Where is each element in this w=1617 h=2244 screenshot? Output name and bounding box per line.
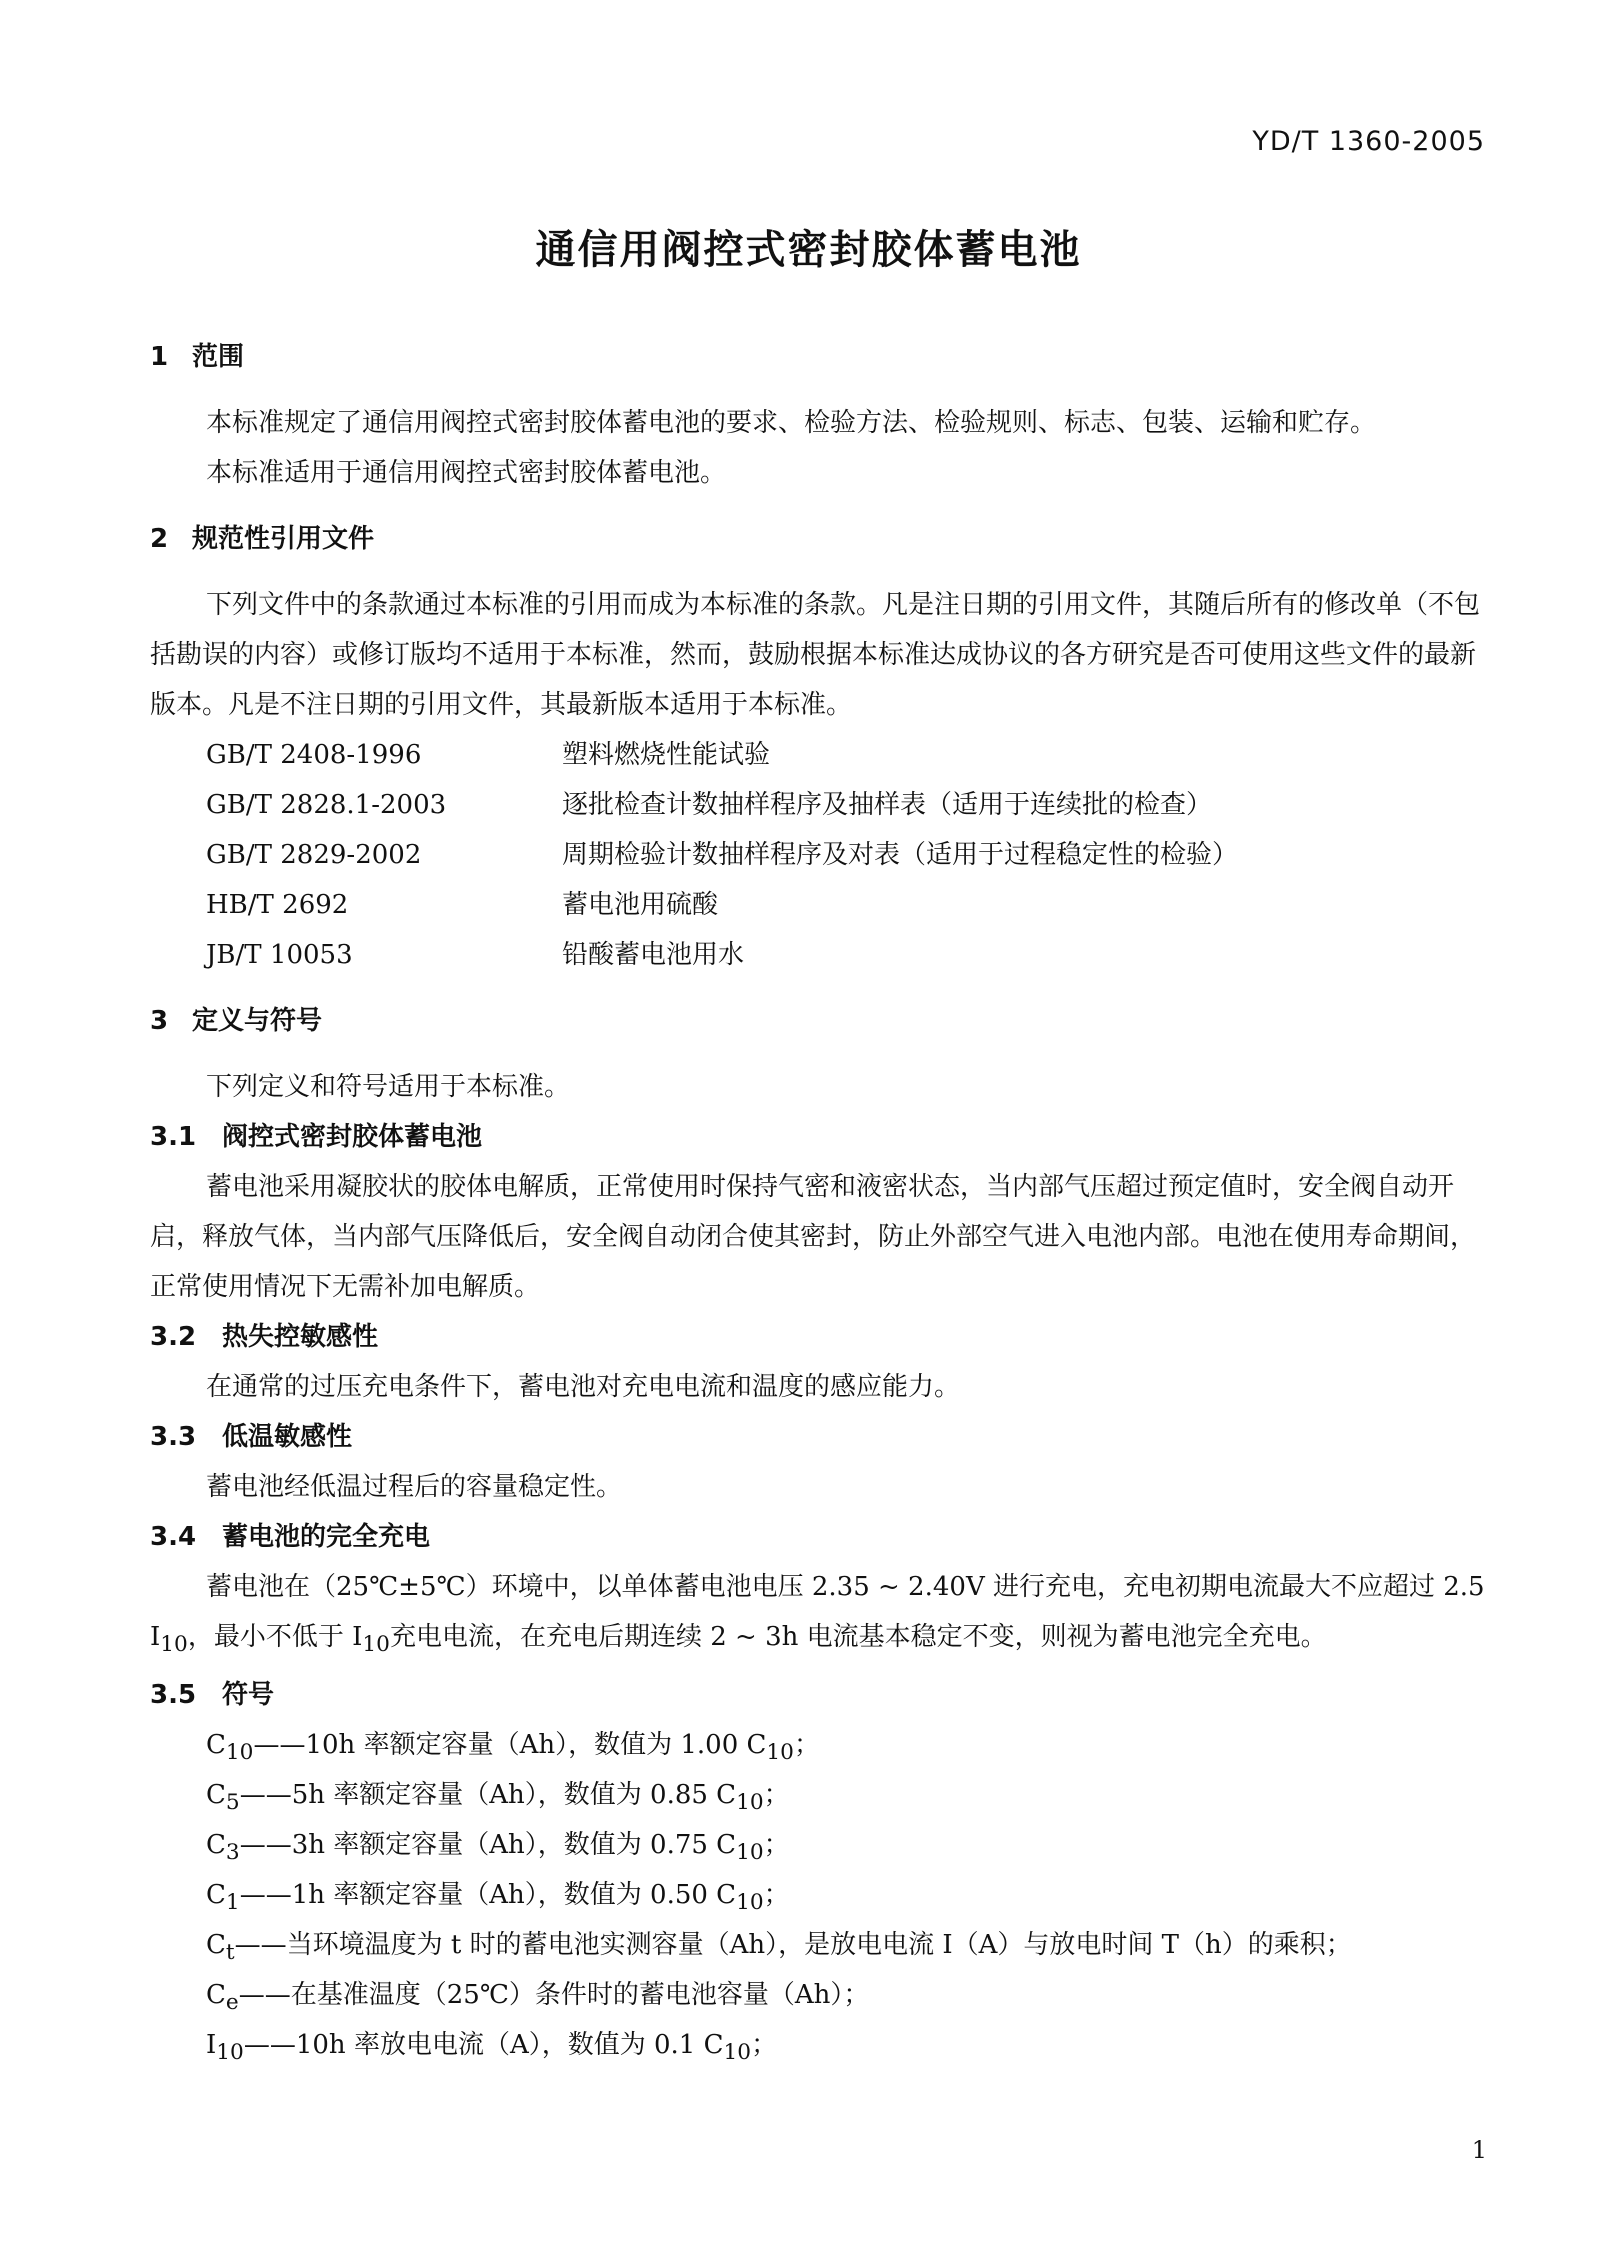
reference-item: JB/T 10053 铅酸蓄电池用水 (206, 940, 745, 970)
paragraph: 蓄电池在（25℃±5℃）环境中，以单体蓄电池电压 2.35 ~ 2.40V 进行充电，充电初期电流最大不应超过 2.5 $I_{10}$，最小不低于 $I_{10}$充电电流，在充电后期连续 2 ~ 3h 电流基本稳定不变，则视为蓄电池完全充电。 (150, 1572, 1485, 1658)
page-number: 1 (1471, 2136, 1487, 2164)
section-title: 定义与符号 (192, 1006, 323, 1036)
section-title: 范围 (192, 342, 245, 372)
document-title: 通信用阀控式密封胶体蓄电池 (535, 227, 1082, 273)
paragraph: 本标准适用于通信用阀控式密封胶体蓄电池。 (206, 458, 727, 488)
symbol-item: $C_t——$当环境温度为 t 时的蓄电池实测容量（Ah），是放电电流 I（A）与放电时间 T（h）的乘积； (206, 1930, 1352, 1966)
section-heading (150, 332, 1495, 382)
symbol-item: $C_1——1h$ 率额定容量（Ah），数值为 0.50 $C_{10}$； (206, 1880, 790, 1916)
document-body (150, 332, 1495, 2070)
section-heading (150, 996, 1495, 1046)
reference-item: GB/T 2829-2002 周期检验计数抽样程序及对表（适用于过程稳定性的检验） (206, 840, 1239, 870)
section-title: 规范性引用文件 (192, 524, 375, 554)
symbol-item: $C_5——5h$ 率额定容量（Ah），数值为 0.85 $C_{10}$； (206, 1780, 790, 1816)
paragraph: 蓄电池经低温过程后的容量稳定性。 (206, 1472, 623, 1502)
symbol-item: $C_{10}——10h$ 率额定容量（Ah），数值为 1.00 $C_{10}$； (206, 1730, 820, 1766)
reference-item: GB/T 2408-1996 塑料燃烧性能试验 (206, 740, 771, 770)
section-heading (150, 514, 1495, 564)
symbol-item: $I_{10}——10h$ 率放电电流（A），数值为 0.1 $C_{10}$； (206, 2030, 778, 2066)
subsection-heading: 3.4 蓄电池的完全充电 (150, 1522, 431, 1552)
reference-item: GB/T 2828.1-2003 逐批检查计数抽样程序及抽样表（适用于连续批的检查） (206, 790, 1213, 820)
symbol-item: $C_e——$在基准温度（25℃）条件时的蓄电池容量（Ah）； (206, 1980, 870, 2016)
section-number: 2 (150, 524, 169, 554)
reference-item: HB/T 2692 蓄电池用硫酸 (206, 890, 719, 920)
paragraph: 本标准规定了通信用阀控式密封胶体蓄电池的要求、检验方法、检验规则、标志、包装、运输和贮存。 (206, 408, 1377, 438)
subsection-heading: 3.5 符号 (150, 1680, 275, 1711)
paragraph: 下列文件中的条款通过本标准的引用而成为本标准的条款。凡是注日期的引用文件，其随后所有的修改单（不包括勘误的内容）或修订版均不适用于本标准，然而，鼓励根据本标准达成协议的各方研究是否可使用这些文件的最新版本。凡是不注日期的引用文件，其最新版本适用于本标准。 (150, 590, 1481, 720)
standard-code: YD/T 1360-2005 (1252, 126, 1485, 157)
symbol-list (150, 1720, 1495, 2070)
section-number: 1 (150, 342, 169, 372)
subsection-heading: 3.3 低温敏感性 (150, 1422, 353, 1452)
subsection-heading: 3.2 热失控敏感性 (150, 1322, 379, 1352)
paragraph: 在通常的过压充电条件下，蓄电池对充电电流和温度的感应能力。 (206, 1372, 961, 1402)
reference-list (150, 730, 1495, 980)
subsection-heading: 3.1 阀控式密封胶体蓄电池 (150, 1122, 483, 1152)
paragraph: 蓄电池采用凝胶状的胶体电解质，正常使用时保持气密和液密状态，当内部气压超过预定值时，安全阀自动开启，释放气体，当内部气压降低后，安全阀自动闭合使其密封，防止外部空气进入电池内部。电池在使用寿命期间，正常使用情况下无需补加电解质。 (150, 1172, 1477, 1302)
symbol-item: $C_3——3h$ 率额定容量（Ah），数值为 0.75 $C_{10}$； (206, 1830, 790, 1866)
paragraph: 下列定义和符号适用于本标准。 (206, 1072, 571, 1102)
section-number: 3 (150, 1006, 169, 1036)
